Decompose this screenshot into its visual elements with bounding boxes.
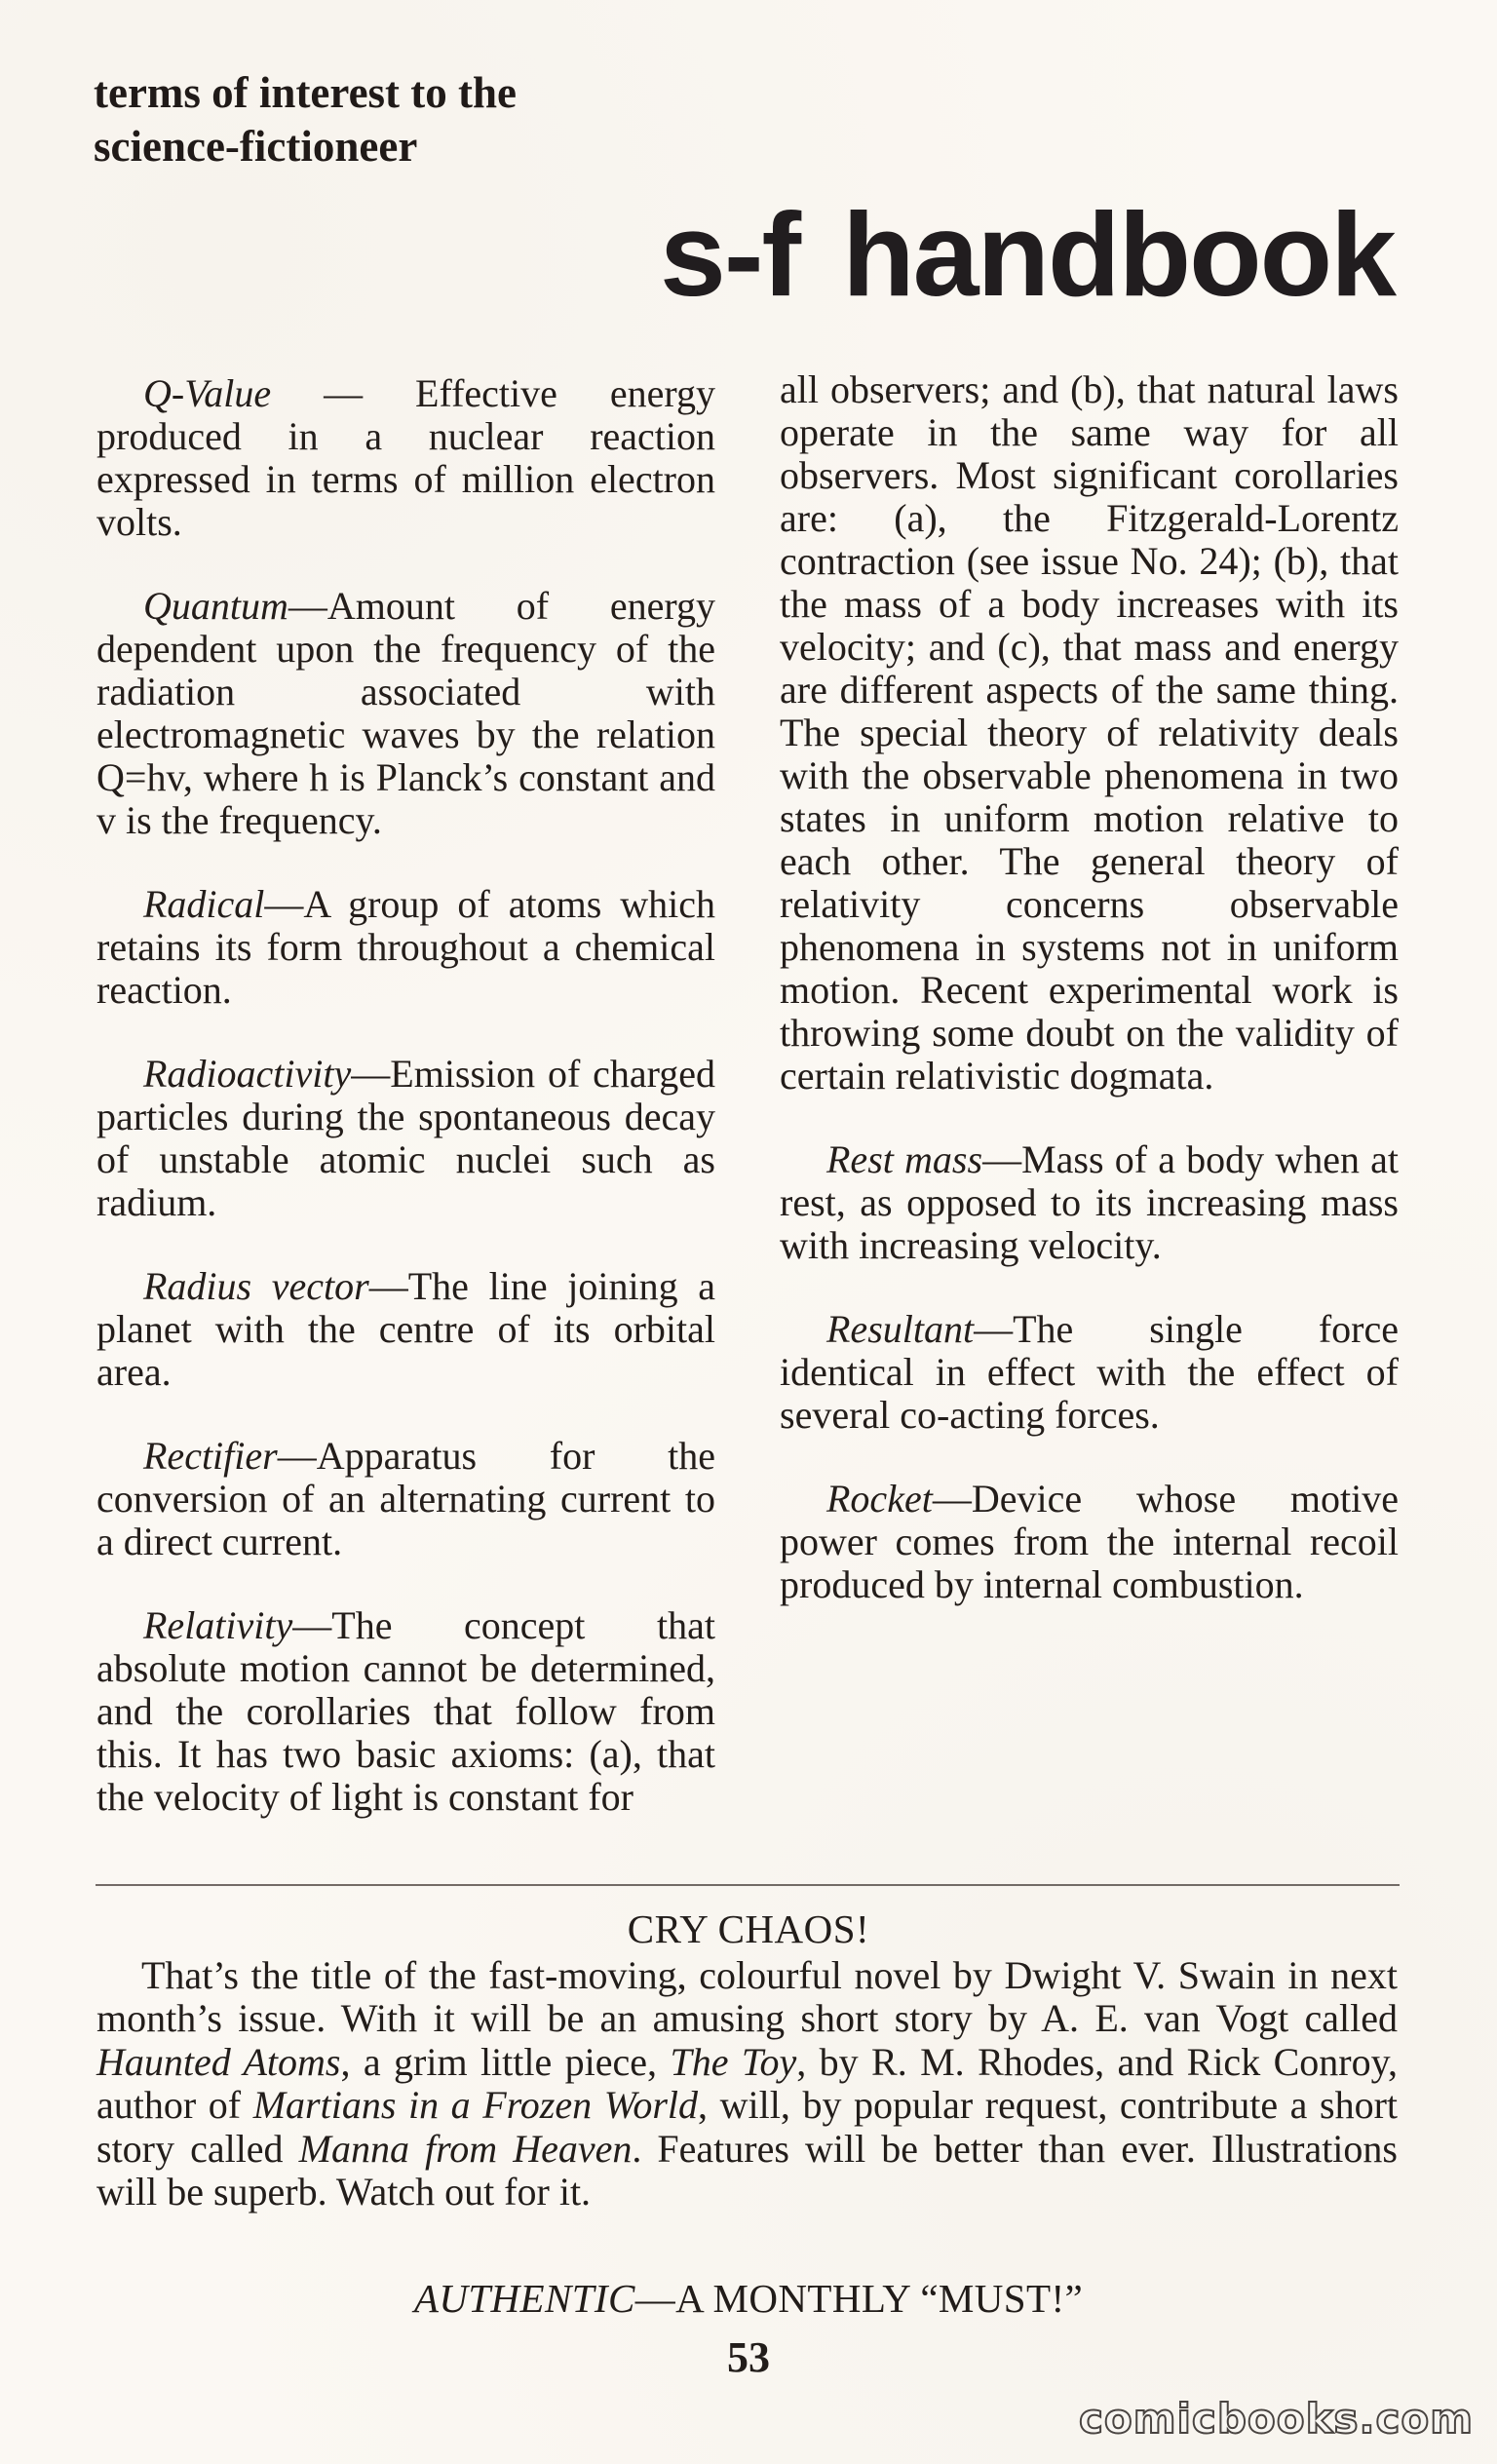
definition-rocket: —Device whose motive power comes from the internal recoil produced by internal combustion. [780, 1477, 1399, 1606]
definition-rectifier: —Apparatus for the conversion of an alternating current to a direct current. [96, 1434, 715, 1563]
term-radius-vector: Radius vector [143, 1264, 369, 1308]
site-watermark: comicbooks.com [1079, 2395, 1474, 2443]
kicker-line-1: terms of interest to the [94, 68, 518, 117]
entry-relativity-continued [780, 368, 1399, 1097]
section-masthead [660, 188, 1395, 321]
definition-relativity: —The concept that absolute motion cannot be determined, and the corollaries that follow from this. It has two basic axioms: (a), that the velocity of light is constant for [96, 1603, 715, 1819]
definition-radius-vector: —The line joining a planet with the centre of its orbital area. [96, 1264, 715, 1394]
entry-resultant [780, 1308, 1399, 1437]
story-title-haunted-atoms: Haunted Atoms [96, 2039, 341, 2084]
definition-relativity-continued: all observers; and (b), that natural laws operate in the same way for all observers. Most significant corollaries are: (a), the Fitzgerald-Lorentz contraction (see issue No. 24); (b), that the mass of a body increases with its velocity; and (c), that mass and energy are different aspects of the same thing. The special theory of relativity deals with the observable phenomena in two states in uniform motion relative to each other. The general theory of relativity concerns observable phenomena in systems not in uniform motion. Recent experimental work is throwing some doubt on the validity of certain relativistic dogmata. [780, 367, 1399, 1097]
entry-radical [96, 883, 715, 1012]
entry-rest-mass [780, 1138, 1399, 1267]
left-column [96, 372, 715, 1819]
term-rest-mass: Rest mass [826, 1137, 983, 1181]
notice-text-1: That’s the title of the fast-moving, colourful novel by Dwight V. Swain in next month’s issue. With it will be an amusing short story by A. E. van Vogt called [96, 1953, 1398, 2041]
term-rectifier: Rectifier [143, 1434, 278, 1478]
notice-title: CRY CHAOS! [627, 1906, 870, 1951]
notice-text-4: , will, by popular request, contribute a short story called [96, 2083, 1399, 2171]
notice-body [96, 1954, 1398, 2214]
entry-relativity [96, 1604, 715, 1819]
term-quantum: Quantum [143, 584, 288, 628]
term-rocket: Rocket [826, 1477, 933, 1521]
masthead-title: handbook [842, 188, 1395, 321]
tagline-rest: —A MONTHLY “MUST!” [634, 2276, 1084, 2321]
term-q-value: Q-Value [143, 371, 272, 415]
right-column [780, 368, 1399, 1606]
notice-paragraph [96, 1954, 1398, 2214]
term-relativity: Relativity [143, 1603, 293, 1647]
definition-resultant: —The single force identical in effect with the effect of several co-acting forces. [780, 1307, 1399, 1437]
notice-text-3: , by R. M. Rhodes, and Rick Conroy, author of [96, 2039, 1398, 2128]
story-title-martians: Martians in a Frozen World [252, 2083, 699, 2128]
notice-text-2: , a grim little piece, [340, 2039, 671, 2084]
kicker-line-2: science-fictioneer [94, 121, 418, 171]
page-number: 53 [727, 2333, 770, 2381]
definition-q-value: — Effective energy produced in a nuclear reaction expressed in terms of million electron volts. [96, 371, 715, 544]
term-radical: Radical [143, 882, 265, 926]
definition-quantum: —Amount of energy dependent upon the frequency of the radiation associated with electromagnetic waves by the relation Q=hv, where h is Planck’s constant and v is the frequency. [96, 584, 715, 842]
entry-rectifier [96, 1435, 715, 1563]
masthead-prefix: s-f [660, 188, 800, 321]
story-title-the-toy: The Toy [670, 2039, 797, 2084]
definition-radical: —A group of atoms which retains its form throughout a chemical reaction. [96, 882, 715, 1012]
entry-q-value [96, 372, 715, 544]
entry-radioactivity [96, 1053, 715, 1224]
definition-rest-mass: —Mass of a body when at rest, as opposed to its increasing mass with increasing velocity. [780, 1137, 1399, 1267]
definition-radioactivity: —Emission of charged particles during the spontaneous decay of unstable atomic nuclei such as radium. [96, 1052, 715, 1224]
section-kicker [94, 66, 698, 173]
entry-radius-vector [96, 1265, 715, 1394]
story-title-manna: Manna from Heaven [298, 2126, 633, 2171]
notice-text-5: . Features will be better than ever. Illustrations will be superb. Watch out for it. [96, 2126, 1398, 2214]
entry-quantum [96, 585, 715, 842]
tagline [0, 2275, 1497, 2322]
section-divider [96, 1884, 1400, 1886]
term-resultant: Resultant [826, 1307, 975, 1351]
entry-rocket [780, 1478, 1399, 1606]
tagline-brand: AUTHENTIC [413, 2276, 635, 2321]
term-radioactivity: Radioactivity [143, 1052, 352, 1096]
